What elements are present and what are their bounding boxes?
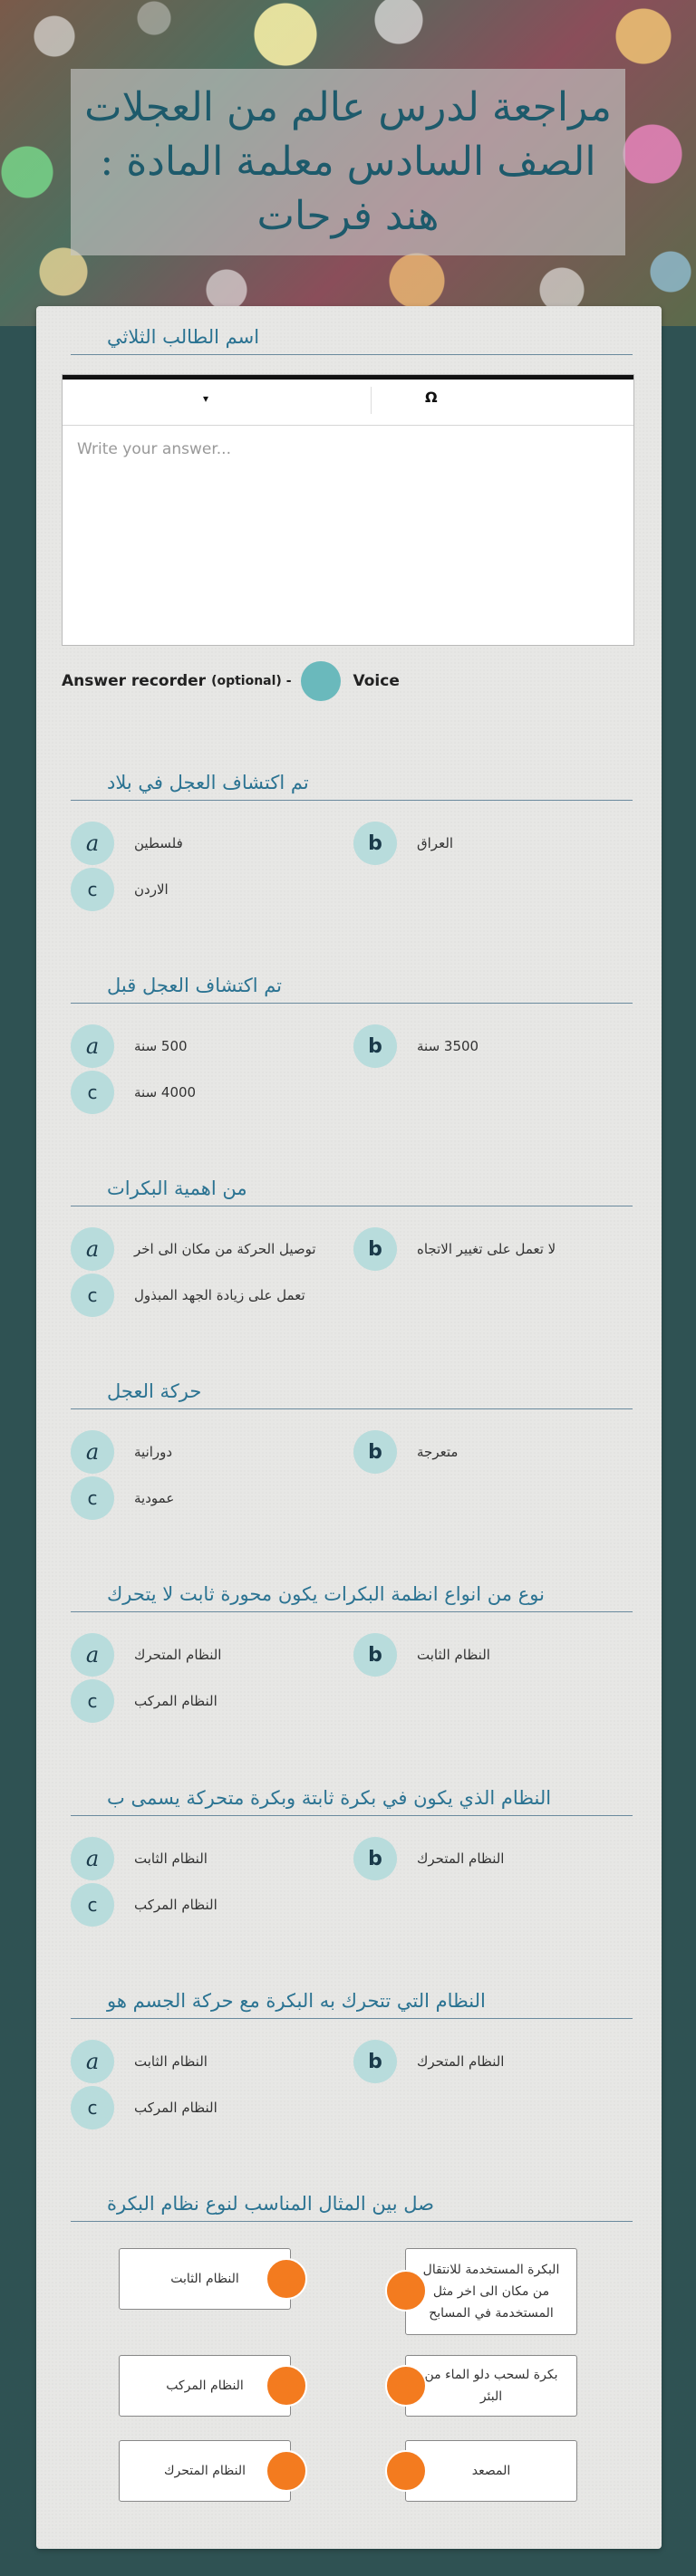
question-title (71, 1576, 633, 1612)
option-letter-badge: c (71, 1679, 114, 1723)
option-label: النظام الثابت (134, 1850, 208, 1867)
option-letter-badge: b (353, 1633, 397, 1677)
answer-option[interactable] (71, 1024, 188, 1068)
question-title (71, 1373, 633, 1409)
question-title (71, 764, 633, 801)
question-title-student-name (71, 319, 633, 355)
answer-option[interactable] (71, 1883, 218, 1927)
option-letter-badge: a (71, 2040, 114, 2083)
option-letter-badge: c (71, 1476, 114, 1520)
question-title (71, 1983, 633, 2019)
match-left-label: النظام الثابت (170, 2272, 239, 2286)
option-label: النظام المتحرك (417, 2053, 505, 2070)
match-left-label: النظام المتحرك (163, 2464, 246, 2478)
special-characters-icon[interactable]: Ω (425, 389, 438, 406)
option-letter-badge: b (353, 2040, 397, 2083)
match-right-label: البكرة المستخدمة للانتقال من مكان الى اخر مثل المستخدمة في المسابح (422, 2263, 560, 2321)
match-right-label: المصعد (471, 2464, 511, 2478)
option-letter-badge: a (71, 1227, 114, 1271)
option-label: لا تعمل على تغيير الاتجاه (417, 1241, 556, 1257)
question-title (71, 967, 633, 1004)
answer-option[interactable] (71, 1227, 316, 1271)
option-label: العراق (417, 835, 454, 851)
option-label: متعرجة (417, 1444, 459, 1460)
question-title-text: حركة العجل (107, 1380, 202, 1402)
match-left-connector[interactable] (266, 2258, 307, 2300)
option-letter-badge: a (71, 1430, 114, 1474)
option-label: النظام الثابت (134, 2053, 208, 2070)
option-letter-badge: a (71, 822, 114, 865)
answer-option[interactable] (71, 1633, 221, 1677)
option-letter-badge: b (353, 1430, 397, 1474)
option-label: النظام المتحرك (417, 1850, 505, 1867)
answer-option[interactable] (71, 1476, 174, 1520)
answer-option[interactable] (71, 1430, 172, 1474)
match-left-label: النظام المركب (166, 2379, 244, 2393)
answer-option[interactable] (353, 1024, 478, 1068)
answer-option[interactable] (71, 2040, 208, 2083)
match-left-connector[interactable] (266, 2365, 307, 2407)
question-title-matching (71, 2186, 633, 2222)
match-right-connector[interactable] (385, 2365, 427, 2407)
question-title-text: تم اكتشاف العجل في بلاد (107, 772, 309, 793)
answer-option[interactable] (71, 1837, 208, 1880)
question-title (71, 1780, 633, 1816)
format-dropdown-icon[interactable]: ▾ (203, 392, 209, 405)
match-right-connector[interactable] (385, 2270, 427, 2312)
answer-option[interactable] (353, 1633, 490, 1677)
question-title-text: النظام التي تتحرك به البكرة مع حركة الجسم هو (107, 1990, 486, 2012)
option-label: دورانية (134, 1444, 173, 1460)
answer-option[interactable] (71, 2086, 218, 2129)
answer-option[interactable] (71, 822, 183, 865)
question-title-text: النظام الذي يكون في بكرة ثابتة وبكرة متحركة يسمى ب (107, 1787, 552, 1809)
question-title-text: تم اكتشاف العجل قبل (107, 975, 283, 996)
answer-editor (62, 374, 634, 646)
recorder-label: Answer recorder (62, 672, 207, 690)
answer-option[interactable] (353, 1227, 556, 1271)
option-label: الاردن (134, 881, 169, 898)
answer-option[interactable] (353, 1430, 458, 1474)
option-letter-badge: a (71, 1024, 114, 1068)
question-title-text: صل بين المثال المناسب لنوع نظام البكرة (107, 2193, 434, 2215)
header-title-box (71, 69, 625, 255)
match-left-connector[interactable] (266, 2450, 307, 2492)
match-right-item[interactable] (405, 2355, 577, 2417)
match-right-item[interactable] (405, 2248, 577, 2335)
option-letter-badge: c (71, 2086, 114, 2129)
match-right-connector[interactable] (385, 2450, 427, 2492)
answer-option[interactable] (353, 1837, 504, 1880)
voice-label: Voice (353, 672, 400, 690)
option-letter-badge: c (71, 1883, 114, 1927)
option-letter-badge: b (353, 822, 397, 865)
answer-recorder (62, 661, 400, 701)
editor-toolbar (63, 380, 633, 426)
option-letter-badge: b (353, 1227, 397, 1271)
option-label: 4000 سنة (134, 1084, 197, 1101)
option-label: النظام المركب (134, 1897, 218, 1913)
toolbar-separator (371, 387, 372, 414)
option-label: النظام المتحرك (134, 1647, 222, 1663)
answer-option[interactable] (71, 1274, 305, 1317)
question-title-text: اسم الطالب الثلاثي (107, 326, 260, 348)
answer-option[interactable] (71, 1679, 218, 1723)
option-letter-badge: c (71, 1071, 114, 1114)
quiz-card (36, 306, 662, 2549)
question-title-text: نوع من انواع انظمة البكرات يكون محورة ثابت لا يتحرك (107, 1583, 545, 1605)
option-label: النظام الثابت (417, 1647, 490, 1663)
option-label: تعمل على زيادة الجهد المبذول (134, 1287, 305, 1303)
option-letter-badge: c (71, 868, 114, 911)
option-label: النظام المركب (134, 1693, 218, 1709)
option-label: 3500 سنة (417, 1038, 479, 1054)
question-title (71, 1170, 633, 1206)
answer-input[interactable] (63, 426, 633, 643)
option-label: عمودية (134, 1490, 175, 1506)
option-label: توصيل الحركة من مكان الى اخر (134, 1241, 316, 1257)
option-label: 500 سنة (134, 1038, 188, 1054)
page-title: مراجعة لدرس عالم من العجلات الصف السادس معلمة المادة : هند فرحات (84, 84, 612, 239)
option-letter-badge: b (353, 1837, 397, 1880)
answer-option[interactable] (71, 868, 169, 911)
recorder-optional-label: (optional) - (211, 674, 292, 688)
option-letter-badge: a (71, 1633, 114, 1677)
answer-option[interactable] (353, 2040, 504, 2083)
match-right-label: بكرة لسحب دلو الماء من البئر (424, 2368, 558, 2404)
option-letter-badge: c (71, 1274, 114, 1317)
header-banner (0, 0, 696, 326)
option-letter-badge: b (353, 1024, 397, 1068)
voice-record-button[interactable] (301, 661, 341, 701)
option-label: النظام المركب (134, 2100, 218, 2116)
answer-option[interactable] (353, 822, 453, 865)
match-right-item[interactable] (405, 2440, 577, 2502)
answer-option[interactable] (71, 1071, 196, 1114)
option-label: فلسطين (134, 835, 183, 851)
question-title-text: من اهمية البكرات (107, 1177, 247, 1199)
option-letter-badge: a (71, 1837, 114, 1880)
